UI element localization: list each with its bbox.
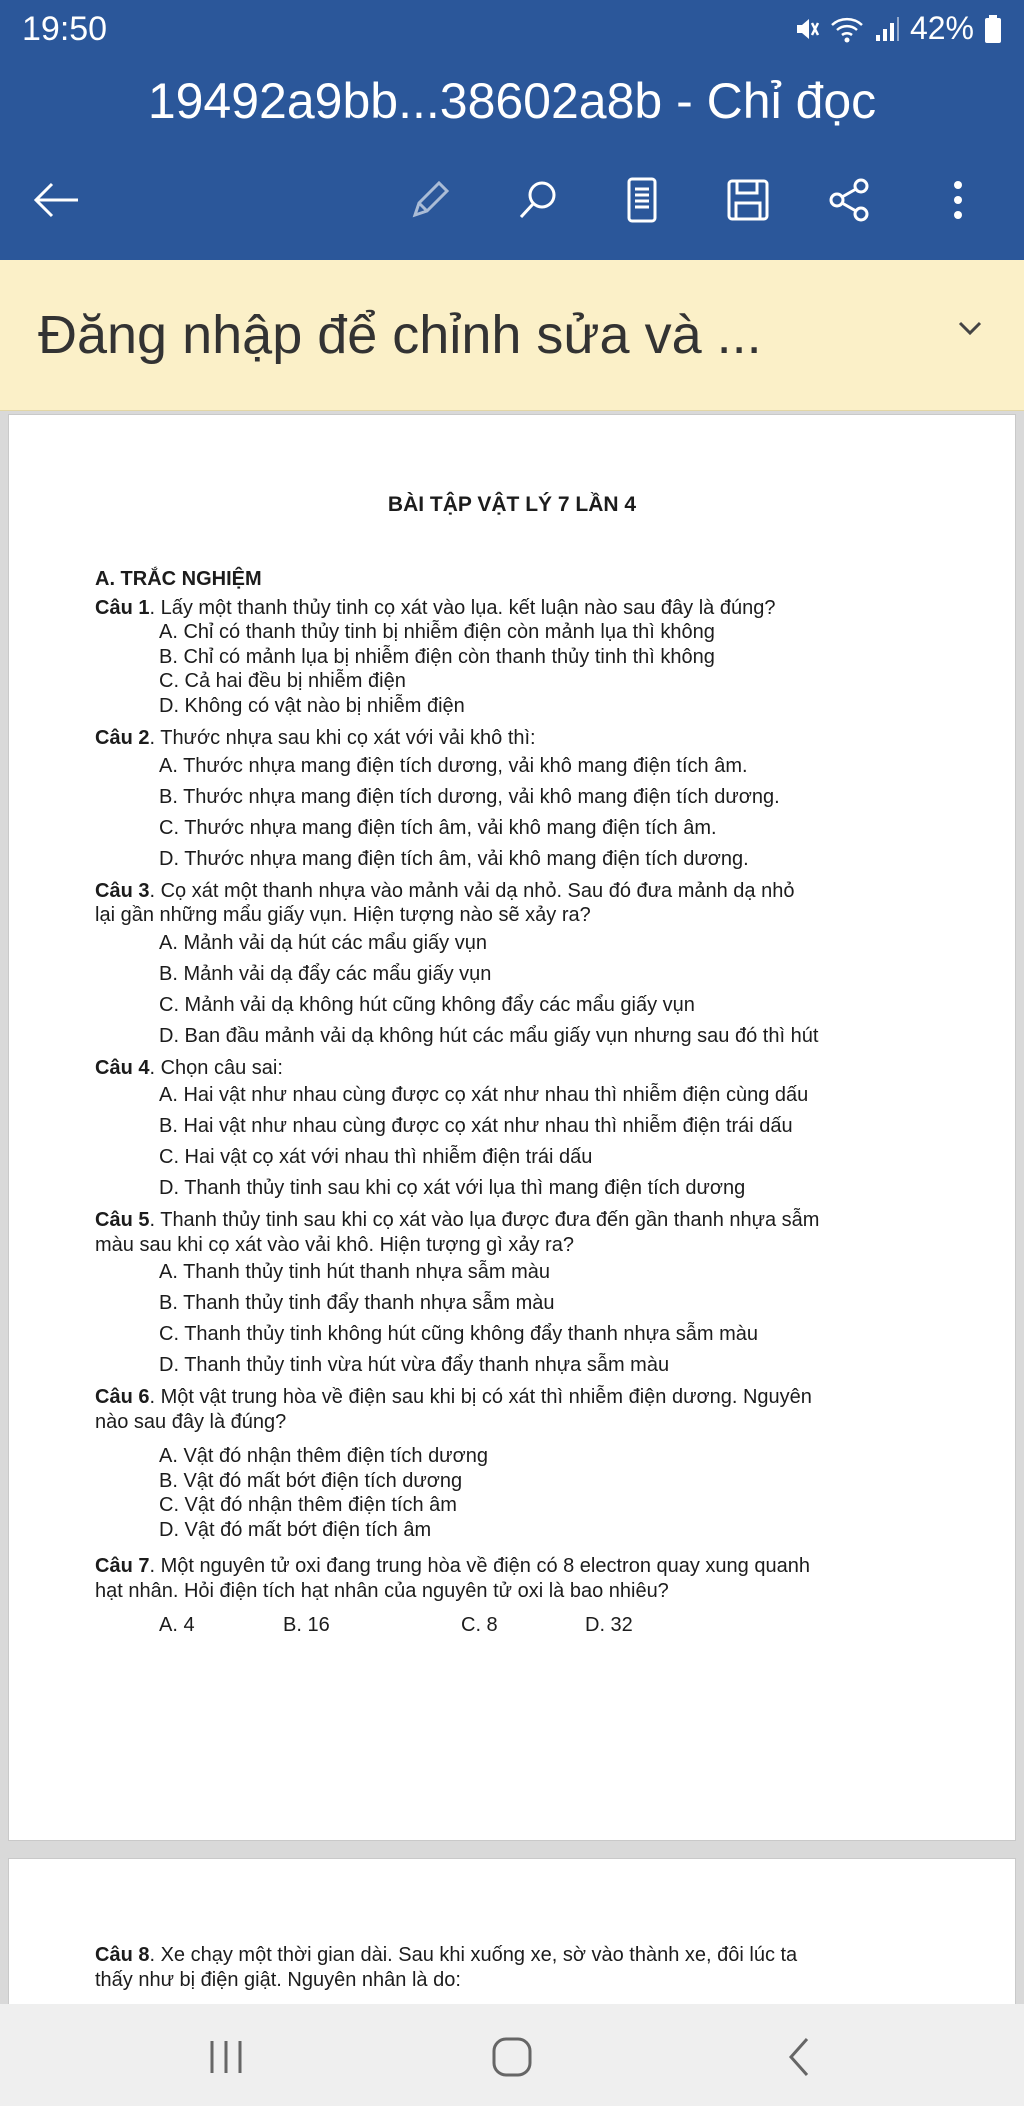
arrow-left-icon	[30, 180, 82, 220]
status-bar	[0, 0, 1024, 64]
options-row	[95, 1613, 955, 1638]
question-label: Câu 2	[95, 727, 150, 749]
save-icon	[725, 177, 771, 223]
question-4	[95, 1056, 955, 1205]
question-text: . Thước nhựa sau khi cọ xát với vải khô thì:	[149, 727, 536, 749]
share-icon	[827, 177, 873, 223]
option: D. Thước nhựa mang điện tích âm, vải khô mang điện tích dương.	[159, 847, 749, 870]
status-right	[794, 10, 1002, 47]
question-text-cont: nào sau đây là đúng?	[95, 1410, 287, 1433]
option: A. Vật đó nhận thêm điện tích dương	[159, 1445, 488, 1467]
recent-apps-button[interactable]	[196, 2032, 256, 2082]
sign-in-banner[interactable]	[0, 260, 1024, 411]
wifi-icon	[830, 15, 864, 43]
mute-icon	[794, 15, 820, 43]
home-button[interactable]	[482, 2032, 542, 2082]
question-2	[95, 726, 955, 875]
option: A. Thanh thủy tinh hút thanh nhựa sẫm màu	[159, 1261, 551, 1283]
question-label: Câu 8	[95, 1944, 150, 1966]
pencil-icon	[407, 177, 453, 223]
signal-icon	[874, 15, 900, 43]
option: B. Hai vật như nhau cùng được cọ xát như nhau thì nhiễm điện trái dấu	[159, 1115, 793, 1137]
option: B. Mảnh vải dạ đẩy các mẩu giấy vụn	[159, 962, 492, 985]
option: C. Cả hai đều bị nhiễm điện	[159, 670, 406, 692]
option: D. Không có vật nào bị nhiễm điện	[159, 694, 465, 717]
back-chevron-icon	[785, 2035, 815, 2079]
section-heading: A. TRẮC NGHIỆM	[95, 568, 262, 590]
question-5	[95, 1208, 955, 1381]
system-nav-bar	[0, 2004, 1024, 2106]
option: A. Thước nhựa mang điện tích dương, vải khô mang điện tích âm.	[159, 754, 748, 777]
option: D. Ban đầu mảnh vải dạ không hút các mẩu giấy vụn nhưng sau đó thì hút	[159, 1024, 819, 1047]
battery-percent: 42%	[909, 10, 974, 46]
option: A. Mảnh vải dạ hút các mẩu giấy vụn	[159, 931, 487, 954]
option: B. Chỉ có mảnh lụa bị nhiễm điện còn thanh thủy tinh thì không	[159, 645, 715, 668]
option: B. Vật đó mất bớt điện tích dương	[159, 1469, 463, 1492]
question-label: Câu 3	[95, 879, 150, 902]
option: A. Chỉ có thanh thủy tinh bị nhiễm điện còn mảnh lụa thì không	[159, 621, 715, 643]
back-nav-button[interactable]	[770, 2032, 830, 2082]
question-text-cont: thấy như bị điện giật. Nguyên nhân là do:	[95, 1968, 461, 1991]
option: C. Mảnh vải dạ không hút cũng không đẩy các mẩu giấy vụn	[159, 993, 695, 1016]
option: D. Thanh thủy tinh sau khi cọ xát với lụa thì mang điện tích dương	[159, 1177, 746, 1199]
question-text: . Một nguyên tử oxi đang trung hòa về điện có 8 electron quay xung quanh	[149, 1555, 810, 1577]
option: C. Hai vật cọ xát với nhau thì nhiễm điện trái dấu	[159, 1146, 593, 1168]
option: D. 32	[585, 1614, 633, 1636]
document-page-1	[8, 414, 1016, 1841]
option: C. Thanh thủy tinh không hút cũng không đẩy thanh nhựa sẫm màu	[159, 1323, 758, 1345]
share-button[interactable]	[820, 170, 880, 230]
document-page-2	[8, 1858, 1016, 2006]
back-button[interactable]	[26, 170, 86, 230]
option: B. 16	[283, 1614, 330, 1636]
search-button[interactable]	[508, 170, 568, 230]
doc-title: BÀI TẬP VẬT LÝ 7 LẦN 4	[387, 493, 637, 516]
save-button[interactable]	[718, 170, 778, 230]
more-options-button[interactable]	[928, 170, 988, 230]
toolbar	[0, 160, 1024, 240]
question-text: . Chọn câu sai:	[149, 1056, 283, 1079]
question-3	[95, 879, 955, 1052]
recent-apps-icon	[204, 2037, 248, 2077]
question-label: Câu 7	[95, 1555, 150, 1577]
option: A. 4	[159, 1614, 195, 1636]
question-text: . Thanh thủy tinh sau khi cọ xát vào lụa được đưa đến gần thanh nhựa sẫm	[149, 1209, 820, 1231]
question-label: Câu 4	[95, 1056, 150, 1079]
battery-icon	[984, 14, 1002, 44]
doc-content	[95, 1939, 955, 1992]
option: D. Thanh thủy tinh vừa hút vừa đẩy thanh nhựa sẫm màu	[159, 1354, 670, 1376]
document-title-bar: 19492a9bb...38602a8b - Chỉ đọc	[147, 73, 877, 129]
question-6	[95, 1385, 955, 1542]
option: B. Thước nhựa mang điện tích dương, vải khô mang điện tích dương.	[159, 785, 780, 808]
spacer	[95, 1434, 955, 1444]
question-8	[95, 1943, 955, 1992]
chevron-down-icon[interactable]	[952, 310, 988, 346]
doc-content	[95, 567, 955, 1638]
option: B. Thanh thủy tinh đẩy thanh nhựa sẫm màu	[159, 1292, 555, 1314]
question-7	[95, 1554, 955, 1638]
question-1	[95, 596, 955, 719]
question-text-cont: hạt nhân. Hỏi điện tích hạt nhân của nguyên tử oxi là bao nhiêu?	[95, 1579, 669, 1602]
home-icon	[489, 2034, 535, 2080]
question-text-cont: lại gần những mẩu giấy vụn. Hiện tượng nào sẽ xảy ra?	[95, 904, 591, 926]
question-text: . Cọ xát một thanh nhựa vào mảnh vải dạ nhỏ. Sau đó đưa mảnh dạ nhỏ	[149, 879, 795, 902]
edit-button[interactable]	[400, 170, 460, 230]
question-text: . Lấy một thanh thủy tinh cọ xát vào lụa. kết luận nào sau đây là đúng?	[149, 596, 776, 619]
question-text-cont: màu sau khi cọ xát vào vải khô. Hiện tượng gì xảy ra?	[95, 1233, 574, 1256]
more-vertical-icon	[948, 177, 968, 223]
option: A. Hai vật như nhau cùng được cọ xát như nhau thì nhiễm điện cùng dấu	[159, 1084, 809, 1106]
status-time: 19:50	[22, 10, 108, 48]
question-text: . Xe chạy một thời gian dài. Sau khi xuống xe, sờ vào thành xe, đôi lúc ta	[149, 1944, 798, 1966]
mobile-view-button[interactable]	[612, 170, 672, 230]
option: C. Thước nhựa mang điện tích âm, vải khô mang điện tích âm.	[159, 816, 717, 839]
option: C. Vật đó nhận thêm điện tích âm	[159, 1494, 457, 1516]
question-label: Câu 6	[95, 1386, 150, 1408]
sign-in-banner-text: Đăng nhập để chỉnh sửa và ...	[38, 305, 762, 365]
mobile-view-icon	[624, 176, 660, 224]
option: C. 8	[461, 1614, 498, 1636]
question-text: . Một vật trung hòa về điện sau khi bị có xát thì nhiễm điện dương. Nguyên	[149, 1386, 812, 1408]
app-header	[0, 0, 1024, 260]
search-icon	[515, 177, 561, 223]
question-label: Câu 1	[95, 596, 150, 619]
question-label: Câu 5	[95, 1209, 150, 1231]
option: D. Vật đó mất bớt điện tích âm	[159, 1518, 432, 1541]
